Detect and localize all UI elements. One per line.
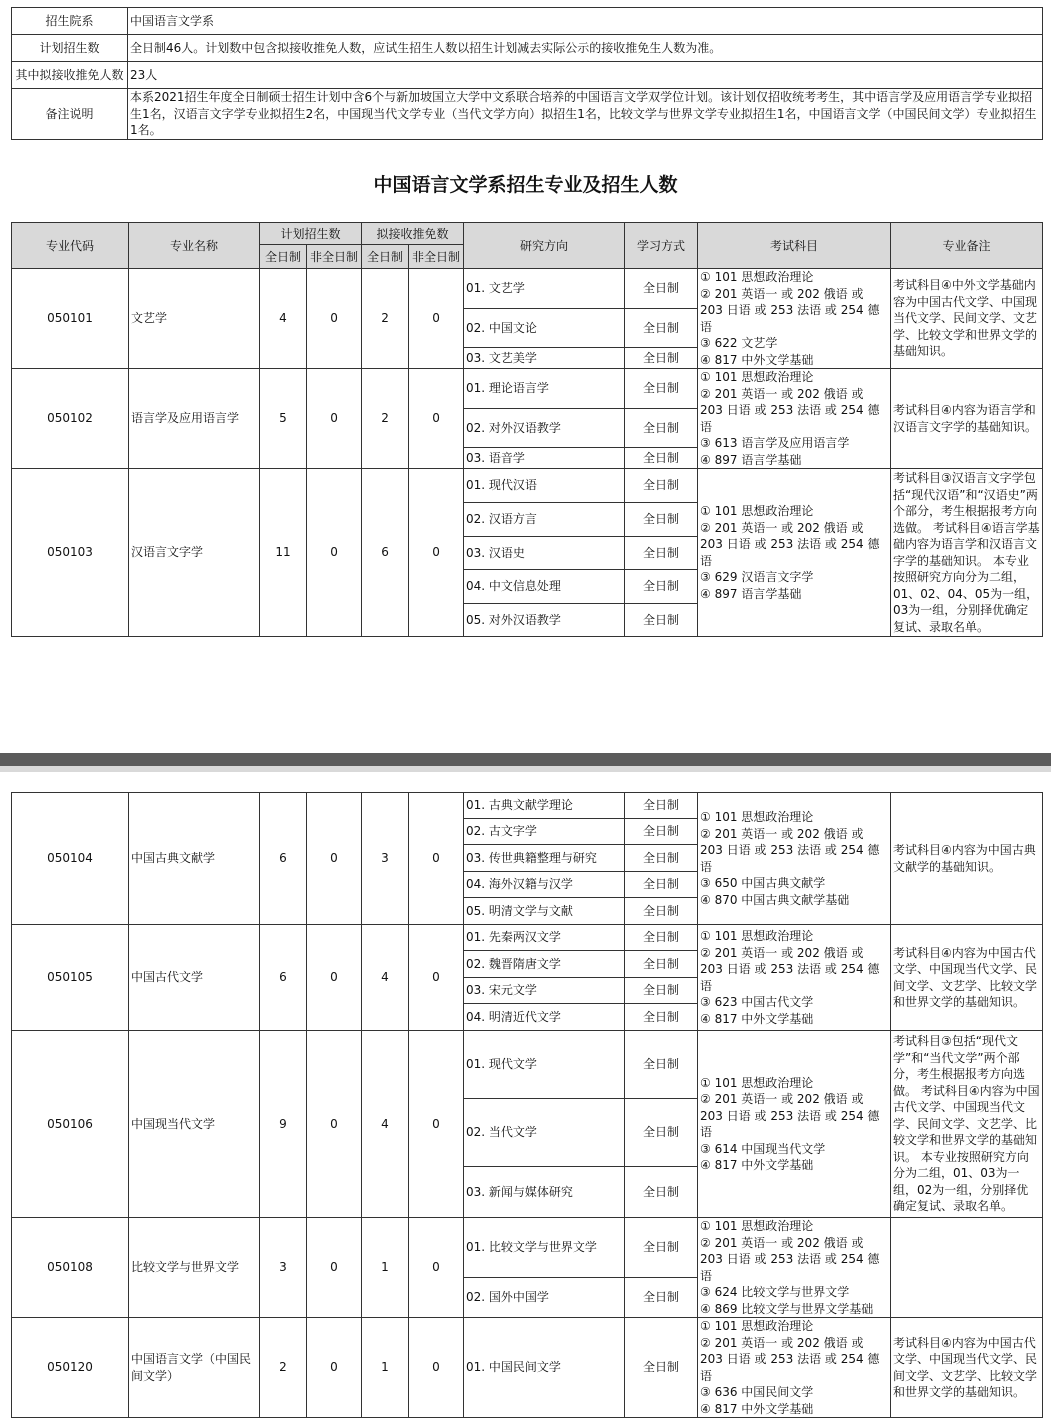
major-note-text: 考试科目④中外文学基础内容为中国古代文学、中国现当代文学、民间文学、文艺学、比较文学和世界文学的基础知识。 [893,278,1038,359]
header-rec-full: 全日制 [362,245,409,269]
study-mode: 全日制 [625,1318,698,1418]
exam-subject-item: ④ 870 中国古典文献学基础 [700,892,850,907]
exam-subject-item: ① 101 思想政治理论 [700,1219,814,1233]
major-code: 050101 [12,269,129,369]
info-key: 备注说明 [12,89,128,140]
study-mode: 全日制 [625,469,698,503]
plan-nonfull-count: 0 [307,269,362,369]
study-mode: 全日制 [625,1099,698,1167]
plan-nonfull-count: 0 [307,925,362,1031]
study-mode: 全日制 [625,1031,698,1099]
exam-subject-item: ④ 897 语言学基础 [700,452,802,467]
exam-subject-item: ③ 650 中国古典文献学 [700,876,826,890]
research-direction: 03. 宋元文学 [464,978,625,1004]
study-mode: 全日制 [625,845,698,872]
major-note [891,469,1043,637]
info-key: 招生院系 [12,8,128,35]
research-direction: 01. 先秦两汉文学 [464,925,625,951]
exam-subjects [698,1031,891,1218]
exam-subject-item: ④ 817 中外文学基础 [700,1011,814,1026]
research-direction: 02. 对外汉语教学 [464,409,625,448]
rec-full-count: 1 [362,1318,409,1418]
info-key: 计划招生数 [12,35,128,62]
header-note: 专业备注 [891,223,1043,269]
major-note [891,1031,1043,1218]
exam-subject-item: ① 101 思想政治理论 [700,504,814,518]
page-separator-shadow [0,766,1051,772]
major-note-text: 考试科目③包括“现代文学”和“当代文学”两个部分，考生根据报考方向选做。 考试科目④内容为中国古代文学、中国现当代文学、民间文学、文艺学、比较文学和世界文学的基础知识。 本专业按照研究方向分为二组，01、03为一组，02为一组，分别择优确定复试、录取名单。 [893,1034,1040,1214]
table-row [12,1218,1043,1278]
plan-nonfull-count: 0 [307,793,362,925]
header-plan: 计划招生数 [260,223,362,245]
research-direction: 03. 新闻与媒体研究 [464,1167,625,1218]
study-mode: 全日制 [625,793,698,819]
header-rec-nonfull: 非全日制 [409,245,464,269]
study-mode: 全日制 [625,925,698,951]
exam-subject-item: ① 101 思想政治理论 [700,1075,814,1090]
study-mode: 全日制 [625,347,698,368]
rec-nonfull-count: 0 [409,1031,464,1218]
plan-full-count: 6 [260,925,307,1031]
exam-subject-item: ① 101 思想政治理论 [700,370,814,384]
rec-nonfull-count: 0 [409,1218,464,1318]
exam-subjects [698,925,891,1031]
study-mode: 全日制 [625,604,698,637]
major-note-text: 考试科目④内容为中国古代文学、中国现当代文学、民间文学、文艺学、比较文学和世界文学的基础知识。 [893,945,1038,1009]
major-name: 中国语言文学（中国民间文学） [129,1318,260,1418]
study-mode: 全日制 [625,1004,698,1031]
header-name: 专业名称 [129,223,260,269]
exam-subject-item: ④ 869 比较文学与世界文学基础 [700,1301,874,1316]
rec-full-count: 3 [362,793,409,925]
exam-subject-item: ② 201 英语一 或 202 俄语 或 203 日语 或 253 法语 或 254 德语 [700,286,880,334]
study-mode: 全日制 [625,898,698,925]
exam-subject-item: ① 101 思想政治理论 [700,1319,814,1333]
rec-full-count: 4 [362,1031,409,1218]
research-direction: 01. 现代汉语 [464,469,625,503]
major-code: 050103 [12,469,129,637]
rec-full-count: 6 [362,469,409,637]
study-mode: 全日制 [625,1278,698,1318]
research-direction: 02. 古文字学 [464,819,625,845]
info-value: 全日制46人。计划数中包含拟接收推免人数，应试生招生人数以招生计划减去实际公示的接收推免生人数为准。 [128,35,1043,62]
rec-nonfull-count: 0 [409,1318,464,1418]
info-table [11,7,1043,140]
plan-nonfull-count: 0 [307,1031,362,1218]
rec-full-count: 2 [362,269,409,369]
info-value: 23人 [128,62,1043,89]
research-direction: 04. 海外汉籍与汉学 [464,872,625,898]
info-value: 本系2021招生年度全日制硕士招生计划中含6个与新加坡国立大学中文系联合培养的中国语言文学双学位计划。该计划仅招收统考考生，其中语言学及应用语言学专业拟招生1名，汉语言文字学专业拟招生2名，中国现当代文学专业（当代文学方向）拟招生1名，比较文学与世界文学专业拟招生1名，中国语言文学（中国民间文学）专业拟招生1名。 [128,89,1043,140]
study-mode: 全日制 [625,503,698,537]
study-mode: 全日制 [625,872,698,898]
exam-subjects [698,1218,891,1318]
page-title: 中国语言文学系招生专业及招生人数 [373,174,678,196]
page-separator [0,753,1051,766]
table-row [12,269,1043,309]
plan-full-count: 5 [260,369,307,469]
major-name: 中国古代文学 [129,925,260,1031]
info-value: 中国语言文学系 [128,8,1043,35]
rec-nonfull-count: 0 [409,469,464,637]
exam-subject-item: ② 201 英语一 或 202 俄语 或 203 日语 或 253 法语 或 254 德语 [700,1335,880,1383]
major-code: 050120 [12,1318,129,1418]
major-note-text: 考试科目④内容为中国古典文献学的基础知识。 [893,843,1036,874]
rec-nonfull-count: 0 [409,269,464,369]
major-name: 汉语言文字学 [129,469,260,637]
plan-full-count: 11 [260,469,307,637]
study-mode: 全日制 [625,309,698,348]
table-row [12,469,1043,503]
study-mode: 全日制 [625,570,698,604]
table-row [12,925,1043,951]
research-direction: 01. 比较文学与世界文学 [464,1218,625,1278]
majors-table-page1 [11,222,1043,637]
exam-subject-item: ③ 613 语言学及应用语言学 [700,436,850,450]
major-code: 050104 [12,793,129,925]
plan-full-count: 3 [260,1218,307,1318]
research-direction: 02. 中国文论 [464,309,625,348]
exam-subject-item: ① 101 思想政治理论 [700,929,814,943]
rec-full-count: 4 [362,925,409,1031]
exam-subject-item: ② 201 英语一 或 202 俄语 或 203 日语 或 253 法语 或 254 德语 [700,826,880,874]
exam-subjects [698,793,891,925]
major-note [891,793,1043,925]
header-recommend: 拟接收推免数 [362,223,464,245]
table-row [12,793,1043,819]
exam-subject-item: ② 201 英语一 或 202 俄语 或 203 日语 或 253 法语 或 254 德语 [700,520,880,568]
research-direction: 01. 理论语言学 [464,369,625,409]
header-exam: 考试科目 [698,223,891,269]
study-mode: 全日制 [625,978,698,1004]
plan-full-count: 6 [260,793,307,925]
plan-full-count: 2 [260,1318,307,1418]
major-code: 050106 [12,1031,129,1218]
header-direction: 研究方向 [464,223,625,269]
study-mode: 全日制 [625,269,698,309]
header-plan-nonfull: 非全日制 [307,245,362,269]
major-name: 中国现当代文学 [129,1031,260,1218]
research-direction: 05. 明清文学与文献 [464,898,625,925]
major-note-text: 考试科目③汉语言文字学包括“现代汉语”和“汉语史”两个部分，考生根据报考方向选做。 考试科目④语言学基础内容为语言学和汉语言文字学的基础知识。 本专业按照研究方向分为二组，01、02、04、05为一组，03为一组，分别择优确定复试、录取名单。 [893,471,1040,634]
header-code: 专业代码 [12,223,129,269]
exam-subject-item: ③ 636 中国民间文学 [700,1385,814,1399]
research-direction: 01. 现代文学 [464,1031,625,1099]
info-key: 其中拟接收推免人数 [12,62,128,89]
plan-nonfull-count: 0 [307,369,362,469]
rec-full-count: 2 [362,369,409,469]
header-mode: 学习方式 [625,223,698,269]
research-direction: 04. 明清近代文学 [464,1004,625,1031]
header-plan-full: 全日制 [260,245,307,269]
study-mode: 全日制 [625,951,698,978]
plan-nonfull-count: 0 [307,469,362,637]
major-code: 050102 [12,369,129,469]
exam-subject-item: ④ 817 中外文学基础 [700,352,814,367]
plan-full-count: 4 [260,269,307,369]
research-direction: 03. 文艺美学 [464,347,625,368]
study-mode: 全日制 [625,369,698,409]
rec-full-count: 1 [362,1218,409,1318]
study-mode: 全日制 [625,537,698,570]
major-note [891,369,1043,469]
exam-subjects [698,269,891,369]
exam-subject-item: ③ 614 中国现当代文学 [700,1141,826,1156]
exam-subject-item: ③ 622 文艺学 [700,336,778,350]
exam-subject-item: ④ 897 语言学基础 [700,586,802,601]
plan-full-count: 9 [260,1031,307,1218]
exam-subjects [698,469,891,637]
major-note [891,925,1043,1031]
exam-subject-item: ② 201 英语一 或 202 俄语 或 203 日语 或 253 法语 或 254 德语 [700,386,880,434]
research-direction: 04. 中文信息处理 [464,570,625,604]
major-note [891,1218,1043,1318]
research-direction: 01. 中国民间文学 [464,1318,625,1418]
research-direction: 05. 对外汉语教学 [464,604,625,637]
major-note [891,269,1043,369]
research-direction: 02. 国外中国学 [464,1278,625,1318]
major-code: 050108 [12,1218,129,1318]
rec-nonfull-count: 0 [409,925,464,1031]
research-direction: 01. 文艺学 [464,269,625,309]
research-direction: 01. 古典文献学理论 [464,793,625,819]
major-note-text: 考试科目④内容为中国古代文学、中国现当代文学、民间文学、文艺学、比较文学和世界文学的基础知识。 [893,1335,1038,1399]
rec-nonfull-count: 0 [409,793,464,925]
table-row [12,369,1043,409]
research-direction: 03. 汉语史 [464,537,625,570]
research-direction: 02. 当代文学 [464,1099,625,1167]
exam-subject-item: ② 201 英语一 或 202 俄语 或 203 日语 或 253 法语 或 254 德语 [700,1092,880,1139]
majors-table-page2 [11,792,1043,1418]
research-direction: 02. 汉语方言 [464,503,625,537]
exam-subject-item: ① 101 思想政治理论 [700,270,814,284]
exam-subject-item: ② 201 英语一 或 202 俄语 或 203 日语 或 253 法语 或 254 德语 [700,1235,880,1283]
exam-subjects [698,369,891,469]
study-mode: 全日制 [625,447,698,468]
major-name: 中国古典文献学 [129,793,260,925]
study-mode: 全日制 [625,819,698,845]
research-direction: 03. 语音学 [464,447,625,468]
plan-nonfull-count: 0 [307,1318,362,1418]
major-name: 文艺学 [129,269,260,369]
major-name: 语言学及应用语言学 [129,369,260,469]
major-note-text: 考试科目④内容为语言学和汉语言文字学的基础知识。 [893,403,1038,434]
exam-subject-item: ② 201 英语一 或 202 俄语 或 203 日语 或 253 法语 或 254 德语 [700,945,880,993]
exam-subject-item: ① 101 思想政治理论 [700,810,814,824]
research-direction: 03. 传世典籍整理与研究 [464,845,625,872]
exam-subject-item: ④ 817 中外文学基础 [700,1158,814,1172]
plan-nonfull-count: 0 [307,1218,362,1318]
study-mode: 全日制 [625,1167,698,1218]
exam-subject-item: ③ 624 比较文学与世界文学 [700,1285,850,1299]
table-row [12,1031,1043,1099]
study-mode: 全日制 [625,409,698,448]
research-direction: 02. 魏晋隋唐文学 [464,951,625,978]
major-code: 050105 [12,925,129,1031]
study-mode: 全日制 [625,1218,698,1278]
exam-subject-item: ③ 623 中国古代文学 [700,995,814,1009]
exam-subject-item: ③ 629 汉语言文字学 [700,570,814,584]
exam-subject-item: ④ 817 中外文学基础 [700,1401,814,1416]
rec-nonfull-count: 0 [409,369,464,469]
major-name: 比较文学与世界文学 [129,1218,260,1318]
